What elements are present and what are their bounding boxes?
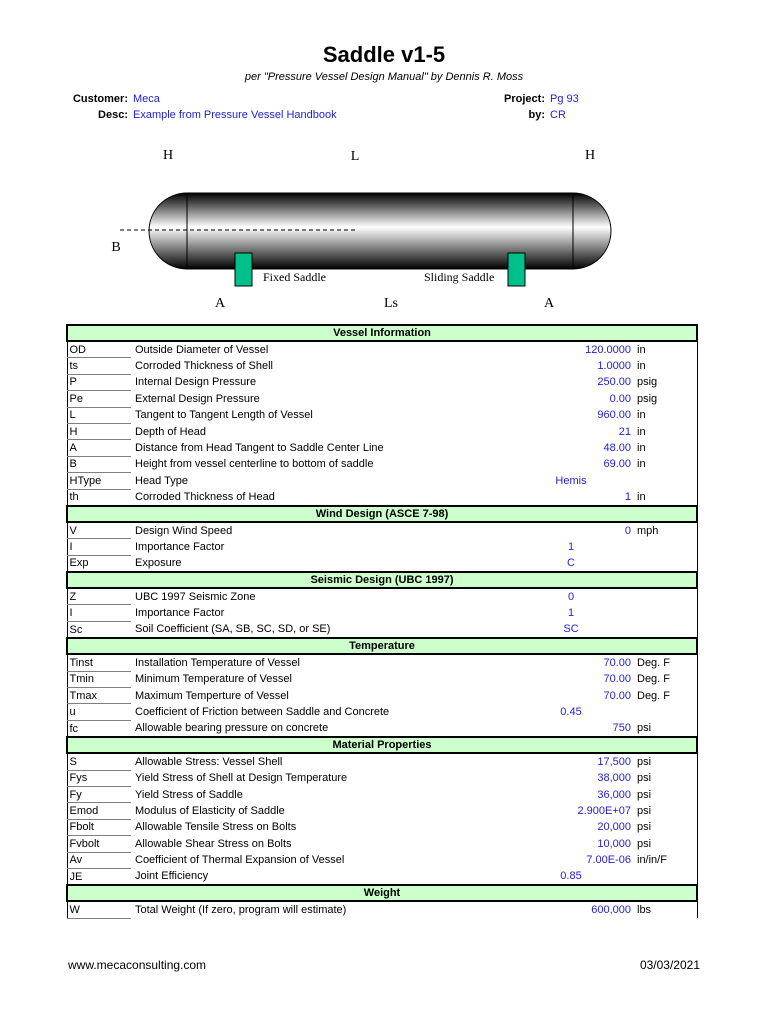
row-symbol: Fvbolt: [67, 836, 131, 852]
row-description: Tangent to Tangent Length of Vessel: [135, 409, 313, 422]
row-value[interactable]: 120.0000: [585, 343, 631, 356]
row-symbol: Fys: [67, 770, 131, 786]
row-value[interactable]: 960.00: [597, 409, 631, 422]
row-value[interactable]: 70.00: [603, 689, 631, 702]
row-symbol: JE: [67, 868, 131, 885]
row-symbol: Tmin: [67, 671, 131, 687]
row-value[interactable]: 38,000: [597, 772, 631, 785]
row-unit: [633, 555, 697, 572]
section-header: [67, 506, 697, 522]
row-unit: psi: [633, 770, 697, 786]
label-a-left: A: [214, 296, 226, 311]
label-h-right: H: [584, 148, 596, 163]
row-value[interactable]: 0.85: [560, 870, 582, 883]
label-a-right: A: [543, 296, 555, 311]
table-row: [67, 489, 697, 506]
row-value[interactable]: Hemis: [555, 474, 587, 487]
row-description: Yield Stress of Saddle: [135, 788, 243, 801]
sliding-saddle-label: Sliding Saddle: [424, 270, 495, 284]
row-value[interactable]: C: [567, 557, 575, 570]
row-value[interactable]: 2.900E+07: [577, 805, 631, 818]
table-row: [67, 671, 697, 687]
row-unit: in: [633, 341, 697, 358]
row-unit: psig: [633, 391, 697, 407]
row-value[interactable]: 1: [567, 540, 575, 553]
row-description: Importance Factor: [135, 607, 225, 620]
row-unit: in: [633, 489, 697, 506]
row-unit: in: [633, 358, 697, 374]
section-header: [67, 885, 697, 901]
row-value[interactable]: 600,000: [591, 904, 631, 917]
footer-website[interactable]: www.mecaconsulting.com: [68, 958, 207, 972]
section-header: [67, 325, 697, 341]
row-value[interactable]: 250.00: [597, 376, 631, 389]
input-sheet: [66, 324, 696, 919]
row-value[interactable]: 0.45: [560, 706, 582, 719]
row-value[interactable]: 21: [618, 425, 631, 438]
section-header: [67, 737, 697, 753]
row-unit: [633, 868, 697, 885]
row-symbol: P: [67, 374, 131, 390]
row-symbol: HType: [67, 473, 131, 489]
by-label: by:: [528, 109, 545, 121]
table-row: [67, 391, 697, 407]
row-unit: in/in/F: [633, 852, 697, 868]
table-row: [67, 456, 697, 472]
section-title: Temperature: [67, 638, 697, 654]
row-unit: psi: [633, 819, 697, 835]
table-row: [67, 555, 697, 572]
table-row: [67, 836, 697, 852]
row-unit: in: [633, 456, 697, 472]
row-description: Depth of Head: [135, 425, 206, 438]
row-symbol: H: [67, 423, 131, 439]
label-h-left: H: [162, 148, 174, 163]
row-symbol: Fy: [67, 786, 131, 802]
row-unit: [633, 704, 697, 720]
sliding-saddle: [508, 253, 525, 286]
row-value[interactable]: 0.00: [609, 392, 631, 405]
vessel-shell: [149, 193, 611, 269]
row-description: Yield Stress of Shell at Design Temperature: [135, 772, 348, 785]
table-row: [67, 440, 697, 456]
row-description: Total Weight (If zero, program will estimate): [135, 904, 347, 917]
row-description: Internal Design Pressure: [135, 376, 257, 389]
row-description: Outside Diameter of Vessel: [135, 343, 269, 356]
row-unit: in: [633, 423, 697, 439]
table-row: [67, 786, 697, 802]
table-row: [67, 539, 697, 555]
table-row: [67, 753, 697, 770]
row-unit: psig: [633, 374, 697, 390]
row-symbol: Sc: [67, 621, 131, 638]
row-value[interactable]: 70.00: [603, 657, 631, 670]
row-symbol: Emod: [67, 803, 131, 819]
table-row: [67, 473, 697, 489]
row-symbol: V: [67, 522, 131, 539]
by-value[interactable]: CR: [550, 109, 566, 121]
row-symbol: u: [67, 704, 131, 720]
row-description: Joint Efficiency: [135, 870, 209, 883]
row-unit: psi: [633, 753, 697, 770]
row-symbol: I: [67, 539, 131, 555]
table-row: [67, 720, 697, 737]
project-value[interactable]: Pg 93: [550, 93, 579, 105]
table-row: [67, 770, 697, 786]
row-symbol: th: [67, 489, 131, 506]
row-unit: lbs: [633, 901, 697, 918]
row-description: Allowable bearing pressure on concrete: [135, 722, 329, 735]
fixed-saddle-label: Fixed Saddle: [263, 270, 326, 284]
row-value[interactable]: 17,500: [597, 756, 631, 769]
label-b: B: [111, 240, 121, 255]
row-value[interactable]: 1: [624, 490, 631, 503]
row-symbol: fc: [67, 720, 131, 737]
table-row: [67, 605, 697, 621]
row-unit: [633, 539, 697, 555]
table-row: [67, 704, 697, 720]
table-row: [67, 358, 697, 374]
row-value[interactable]: 48.00: [603, 442, 631, 455]
row-description: Maximum Temperture of Vessel: [135, 689, 289, 702]
row-symbol: Av: [67, 852, 131, 868]
section-title: Material Properties: [67, 737, 697, 753]
row-value[interactable]: 10,000: [597, 837, 631, 850]
row-unit: in: [633, 440, 697, 456]
footer-date: 03/03/2021: [639, 958, 700, 972]
table-row: [67, 341, 697, 358]
row-symbol: Z: [67, 588, 131, 605]
desc-label: Desc:: [98, 109, 128, 121]
table-row: [67, 423, 697, 439]
row-value[interactable]: 36,000: [597, 788, 631, 801]
row-symbol: I: [67, 605, 131, 621]
row-description: Allowable Tensile Stress on Bolts: [135, 821, 297, 834]
row-unit: Deg. F: [633, 671, 697, 687]
row-description: Importance Factor: [135, 540, 225, 553]
row-unit: [633, 588, 697, 605]
row-description: Corroded Thickness of Head: [135, 490, 275, 503]
customer-value[interactable]: Meca: [133, 93, 160, 105]
row-symbol: Exp: [67, 555, 131, 572]
row-description: Allowable Shear Stress on Bolts: [135, 837, 292, 850]
row-description: Height from vessel centerline to bottom of saddle: [135, 458, 374, 471]
row-value[interactable]: 7.00E-06: [586, 854, 631, 867]
input-table: [66, 324, 698, 919]
label-ls: Ls: [384, 296, 398, 311]
label-l: L: [350, 149, 360, 164]
table-row: [67, 654, 697, 671]
row-description: Soil Coefficient (SA, SB, SC, SD, or SE): [135, 623, 331, 636]
fixed-saddle: [235, 253, 252, 286]
section-title: Seismic Design (UBC 1997): [67, 572, 697, 588]
customer-label: Customer:: [72, 93, 128, 105]
row-value[interactable]: 1.0000: [597, 360, 631, 373]
row-value[interactable]: 0: [567, 591, 575, 604]
row-unit: [633, 605, 697, 621]
row-symbol: Fbolt: [67, 819, 131, 835]
section-title: Weight: [67, 885, 697, 901]
section-header: [67, 638, 697, 654]
row-description: Design Wind Speed: [135, 524, 233, 537]
table-row: [67, 803, 697, 819]
row-symbol: Tmax: [67, 688, 131, 704]
row-value[interactable]: 20,000: [597, 821, 631, 834]
vessel-diagram: [0, 140, 768, 315]
row-symbol: B: [67, 456, 131, 472]
row-unit: psi: [633, 836, 697, 852]
row-description: UBC 1997 Seismic Zone: [135, 591, 256, 604]
row-description: Modulus of Elasticity of Saddle: [135, 805, 285, 818]
row-description: Head Type: [135, 474, 189, 487]
table-row: [67, 852, 697, 868]
row-description: Exposure: [135, 557, 182, 570]
row-description: External Design Pressure: [135, 392, 260, 405]
row-symbol: L: [67, 407, 131, 423]
row-description: Allowable Stress: Vessel Shell: [135, 756, 283, 769]
row-symbol: W: [67, 901, 131, 918]
row-symbol: Pe: [67, 391, 131, 407]
row-description: Coefficient of Thermal Expansion of Vessel: [135, 854, 345, 867]
row-unit: Deg. F: [633, 654, 697, 671]
row-value[interactable]: 750: [612, 722, 631, 735]
row-unit: [633, 473, 697, 489]
row-symbol: OD: [67, 341, 131, 358]
project-label: Project:: [504, 93, 545, 105]
row-description: Corroded Thickness of Shell: [135, 360, 273, 373]
table-row: [67, 868, 697, 885]
row-unit: in: [633, 407, 697, 423]
table-row: [67, 374, 697, 390]
row-value[interactable]: 69.00: [603, 458, 631, 471]
row-value[interactable]: 0: [624, 524, 631, 537]
page-title: Saddle v1-5: [322, 42, 446, 67]
section-header: [67, 572, 697, 588]
section-title: Wind Design (ASCE 7-98): [67, 506, 697, 522]
table-row: [67, 688, 697, 704]
table-row: [67, 522, 697, 539]
row-symbol: ts: [67, 358, 131, 374]
section-title: Vessel Information: [67, 325, 697, 341]
row-value[interactable]: 70.00: [603, 673, 631, 686]
table-row: [67, 588, 697, 605]
row-unit: psi: [633, 786, 697, 802]
row-description: Coefficient of Friction between Saddle and Concrete: [135, 706, 390, 719]
page-subtitle: per "Pressure Vessel Design Manual" by Dennis R. Moss: [244, 71, 524, 83]
row-symbol: A: [67, 440, 131, 456]
row-description: Distance from Head Tangent to Saddle Center Line: [135, 442, 384, 455]
row-description: Minimum Temperature of Vessel: [135, 673, 292, 686]
row-value[interactable]: SC: [563, 623, 579, 636]
row-unit: [633, 621, 697, 638]
row-unit: psi: [633, 720, 697, 737]
row-symbol: S: [67, 753, 131, 770]
row-unit: mph: [633, 522, 697, 539]
table-row: [67, 407, 697, 423]
table-row: [67, 621, 697, 638]
row-description: Installation Temperature of Vessel: [135, 657, 300, 670]
row-unit: Deg. F: [633, 688, 697, 704]
row-symbol: Tinst: [67, 654, 131, 671]
row-value[interactable]: 1: [567, 607, 575, 620]
table-row: [67, 901, 697, 918]
desc-value[interactable]: Example from Pressure Vessel Handbook: [133, 109, 337, 121]
row-unit: psi: [633, 803, 697, 819]
table-row: [67, 819, 697, 835]
